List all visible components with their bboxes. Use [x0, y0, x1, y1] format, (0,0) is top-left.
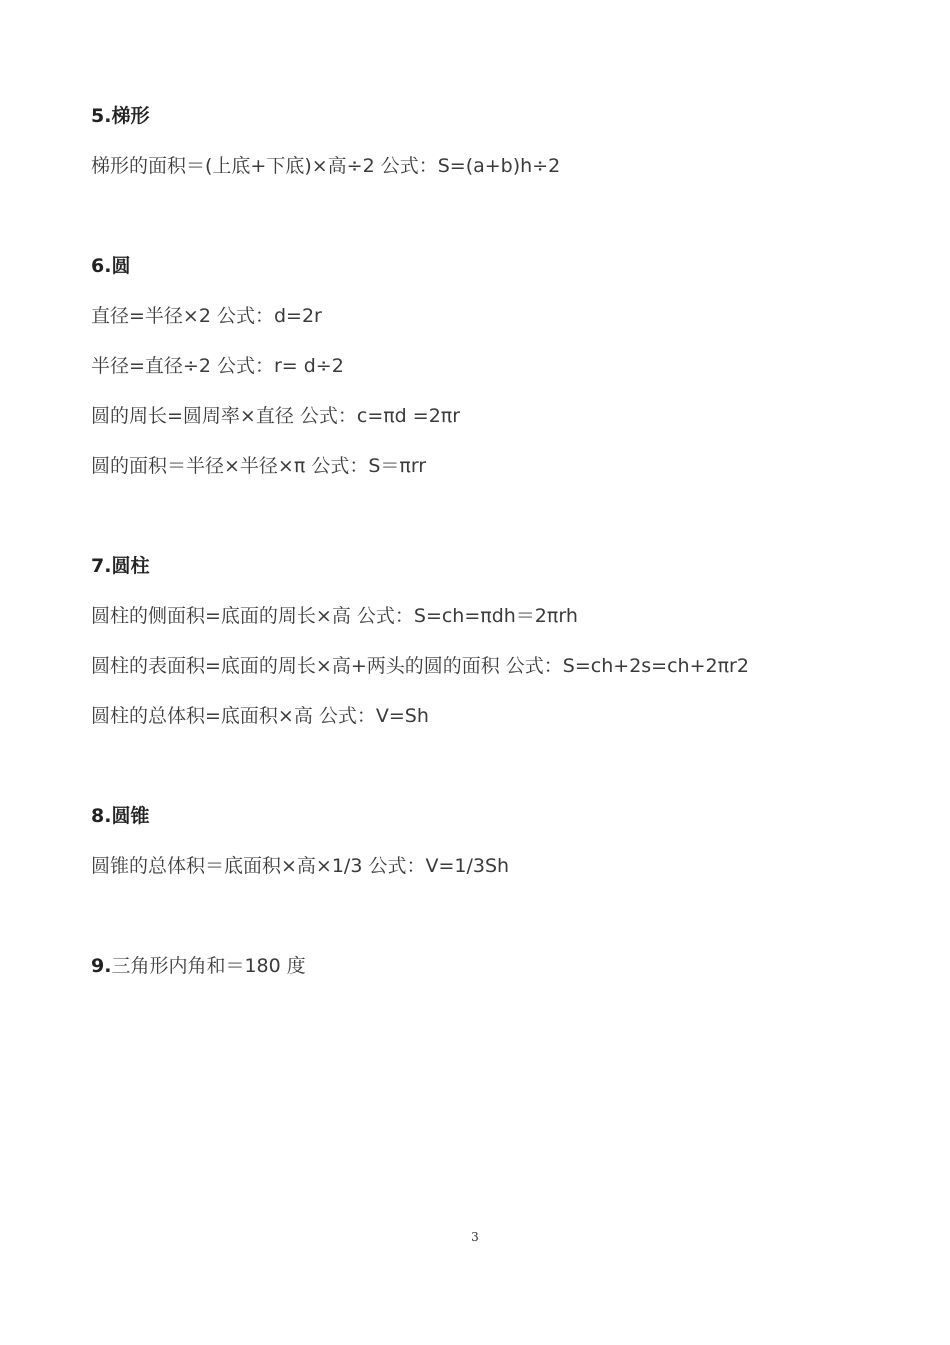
formula-line: 直径=半径×2 公式：d=2r [91, 305, 322, 327]
section-gap [91, 898, 911, 948]
formula-line: 梯形的面积＝(上底+下底)×高÷2 公式：S=(a+b)h÷2 [91, 155, 561, 177]
section-gap [91, 748, 911, 798]
formula-line: 圆锥的总体积＝底面积×高×1/3 公式：V=1/3Sh [91, 855, 510, 877]
section-heading [91, 798, 911, 834]
formula-line: 半径=直径÷2 公式：r= d÷2 [91, 355, 344, 377]
section-heading [91, 548, 911, 584]
page-content [91, 98, 911, 998]
section-title: 圆锥 [111, 805, 150, 827]
section-triangle-angles [91, 948, 911, 984]
formula-line: 圆柱的总体积=底面积×高 公式：V=Sh [91, 705, 429, 727]
page-number: 3 [471, 1230, 479, 1244]
section-title: 圆柱 [111, 555, 150, 577]
section-number: 5. [91, 105, 112, 127]
formula-line: 圆的周长=圆周率×直径 公式：c=πd =2πr [91, 405, 461, 427]
section-heading [91, 248, 911, 284]
section-number: 6. [91, 255, 112, 277]
section-heading [91, 948, 911, 984]
section-number: 7. [91, 555, 112, 577]
section-trapezoid [91, 98, 911, 184]
section-gap [91, 198, 911, 248]
section-number: 9. [91, 955, 112, 977]
formula-line: 圆柱的侧面积=底面的周长×高 公式：S=ch=πdh＝2πrh [91, 605, 578, 627]
section-title: 梯形 [111, 105, 150, 127]
section-cylinder [91, 548, 911, 734]
section-gap [91, 498, 911, 548]
section-title: 三角形内角和＝180 度 [111, 955, 306, 977]
formula-line: 圆的面积＝半径×半径×π 公式：S＝πrr [91, 455, 427, 477]
section-cone [91, 798, 911, 884]
section-heading [91, 98, 911, 134]
section-circle [91, 248, 911, 484]
section-number: 8. [91, 805, 112, 827]
section-title: 圆 [111, 255, 131, 277]
formula-line: 圆柱的表面积=底面的周长×高+两头的圆的面积 公式：S=ch+2s=ch+2πr2 [91, 655, 749, 677]
